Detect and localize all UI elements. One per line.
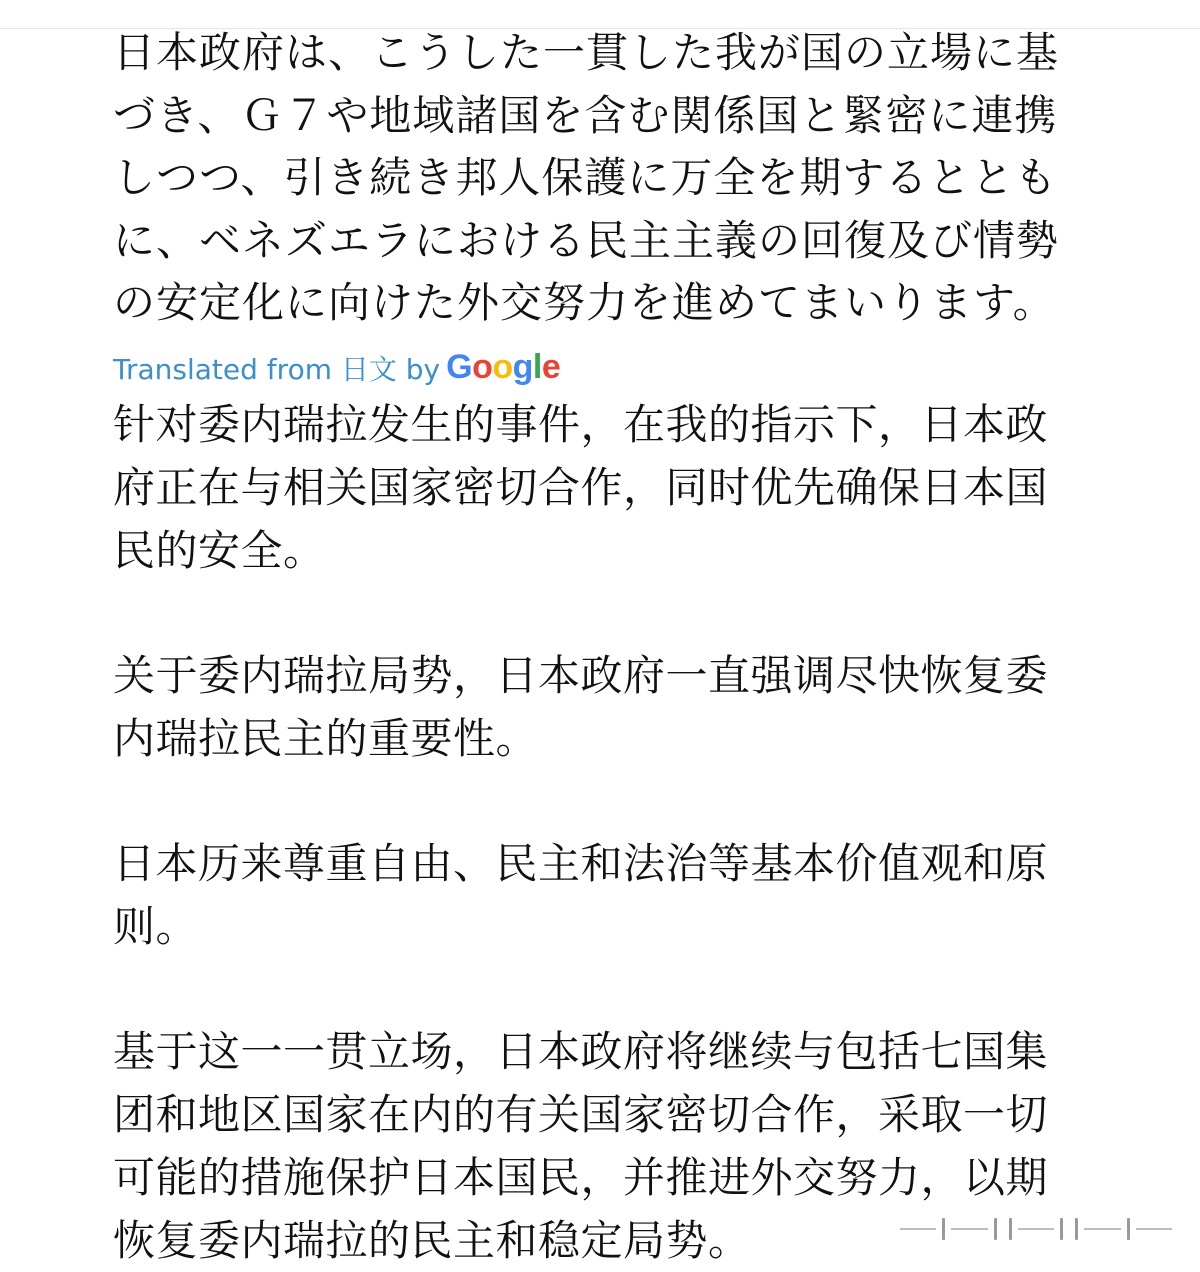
translated-paragraph: 基于这一一贯立场，日本政府将继续与包括七国集团和地区国家在内的有关国家密切合作，采取一切可能的措施保护日本国民，并推进外交努力，以期恢复委内瑞拉的民主和稳定局势。 xyxy=(113,1026,1049,1265)
translated-paragraph: 针对委内瑞拉发生的事件，在我的指示下，日本政府正在与相关国家密切合作，同时优先确保日本国民的安全。 xyxy=(113,399,1049,575)
translated-paragraph: 日本历来尊重自由、民主和法治等基本价值观和原则。 xyxy=(113,838,1049,951)
watermark-signature xyxy=(900,1216,1172,1242)
original-japanese-paragraph: 日本政府は、こうした一貫した我が国の立場に基づき、Ｇ７や地域諸国を含む関係国と緊密に連携しつつ、引き続き邦人保護に万全を期するとともに、ベネズエラにおける民主主義の回復及び情勢の安定化に向けた外交努力を進めてまいります。 xyxy=(113,28,1060,327)
translated-paragraph: 关于委内瑞拉局势，日本政府一直强调尽快恢复委内瑞拉民主的重要性。 xyxy=(113,650,1049,763)
post-content xyxy=(113,22,1083,1272)
translation-attribution[interactable] xyxy=(113,343,1083,393)
google-logo: Google xyxy=(446,348,561,386)
translation-attribution-label: Translated from 日文 by xyxy=(113,352,441,386)
